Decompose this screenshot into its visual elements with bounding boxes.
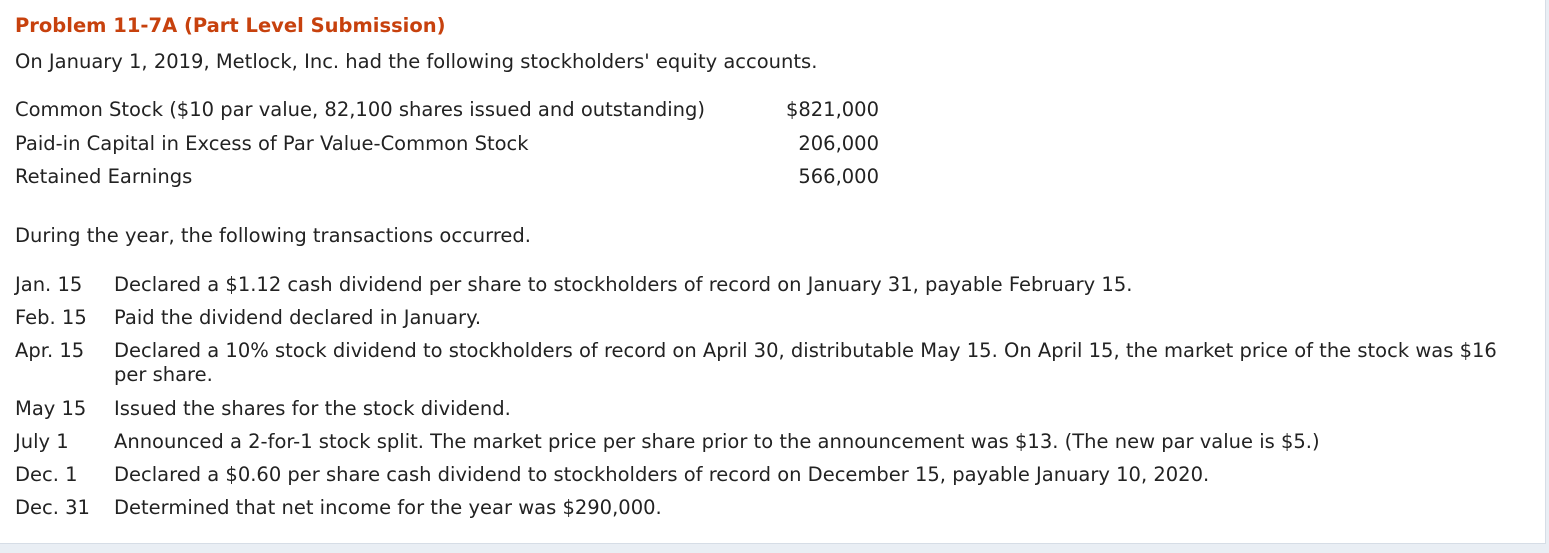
transaction-date: Jan. 15 (15, 273, 83, 296)
transaction-date: Dec. 1 (15, 463, 78, 486)
intro-text: On January 1, 2019, Metlock, Inc. had the following stockholders' equity accounts. (15, 50, 818, 73)
transaction-date: Feb. 15 (15, 306, 87, 329)
account-row (15, 165, 879, 191)
problem-title: Problem 11-7A (Part Level Submission) (15, 14, 446, 37)
account-label: Retained Earnings (15, 165, 193, 188)
transaction-text: Declared a 10% stock dividend to stockholders of record on April 30, distributable May 15. On April 15, the market price of the stock was $16 per share. (114, 339, 1497, 386)
transaction-text: Declared a $0.60 per share cash dividend to stockholders of record on December 15, payable January 10, 2020. (114, 463, 1210, 486)
account-amount: 566,000 (798, 165, 879, 188)
account-amount: 206,000 (798, 132, 879, 155)
account-label: Common Stock ($10 par value, 82,100 shares issued and outstanding) (15, 98, 706, 121)
transaction-date: July 1 (15, 430, 69, 453)
transaction-text: Declared a $1.12 cash dividend per share to stockholders of record on January 31, payable February 15. (114, 273, 1133, 296)
account-row (15, 98, 879, 124)
transaction-date: Dec. 31 (15, 496, 90, 519)
transaction-text: Paid the dividend declared in January. (114, 306, 482, 329)
account-row (15, 132, 879, 158)
transaction-date: May 15 (15, 397, 87, 420)
transaction-text: Issued the shares for the stock dividend. (114, 397, 511, 420)
account-amount: $821,000 (785, 98, 879, 121)
transaction-date: Apr. 15 (15, 339, 85, 362)
transactions-intro: During the year, the following transactions occurred. (15, 224, 531, 247)
transaction-text: Announced a 2-for-1 stock split. The market price per share prior to the announcement was $13. (The new par value is $5.) (114, 430, 1320, 453)
account-label: Paid-in Capital in Excess of Par Value-Common Stock (15, 132, 529, 155)
transaction-text: Determined that net income for the year was $290,000. (114, 496, 662, 519)
